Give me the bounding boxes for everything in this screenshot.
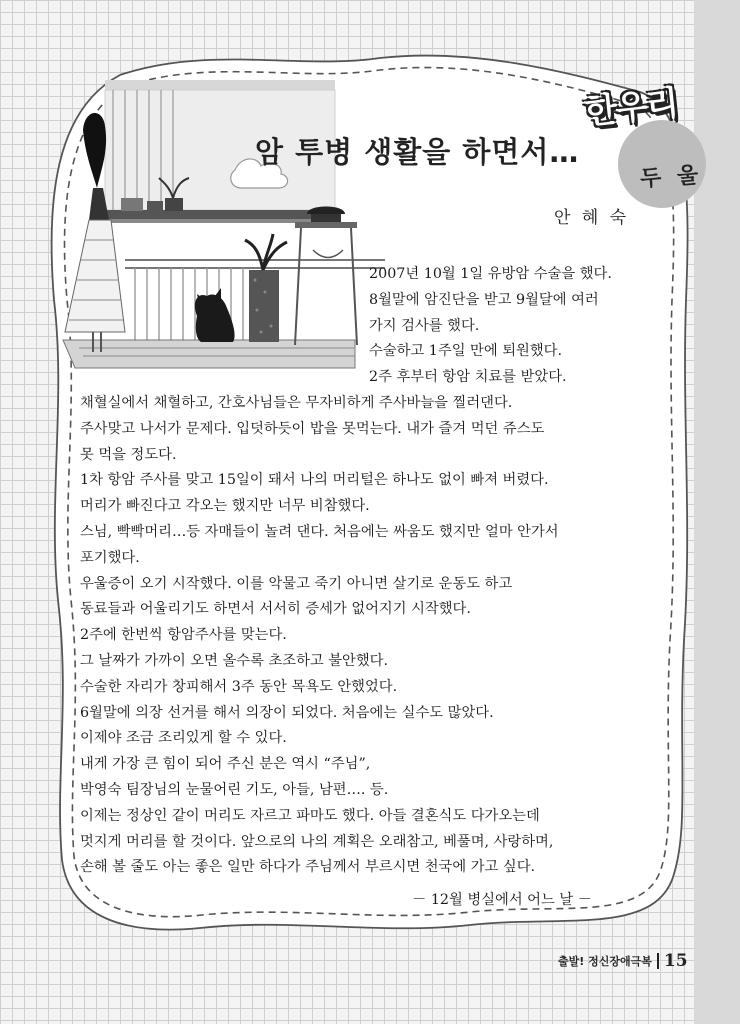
- body-line: 수술한 자리가 창피해서 3주 동안 목욕도 안했었다.: [80, 678, 398, 695]
- body-line: 8월말에 암진단을 받고 9월달에 여러: [369, 291, 599, 308]
- footer-divider: [657, 953, 659, 969]
- section-category-title: 한우리: [582, 83, 679, 133]
- body-line: 2주 후부터 항암 치료를 받았다.: [369, 369, 567, 386]
- body-line: 동료들과 어울리기도 하면서 서서히 증세가 없어지기 시작했다.: [80, 601, 471, 618]
- body-line: 손해 볼 줄도 아는 좋은 일만 하다가 주님께서 부르시면 천국에 가고 싶다.: [80, 859, 536, 876]
- body-line: 그 날짜가 가까이 오면 올수록 초조하고 불안했다.: [80, 652, 389, 669]
- body-line: 가지 검사를 했다.: [369, 317, 480, 334]
- page-number: 15: [663, 951, 688, 971]
- body-line: 우울증이 오기 시작했다. 이를 악물고 죽기 아니면 살기로 운동도 하고: [80, 575, 513, 592]
- body-line: 머리가 빠진다고 각오는 했지만 너무 비참했다.: [80, 498, 370, 515]
- body-line: 멋지게 머리를 할 것이다. 앞으로의 나의 계획은 오래참고, 베풀며, 사랑하며,: [80, 833, 554, 850]
- page-footer: [558, 951, 688, 971]
- body-line: 수술하고 1주일 만에 퇴원했다.: [369, 343, 563, 360]
- body-line: 스님, 빡빡머리…등 자매들이 놀려 댄다. 처음에는 싸움도 했지만 얼마 안가서: [80, 523, 559, 540]
- body-line: 이제야 조금 조리있게 할 수 있다.: [80, 730, 287, 747]
- article-signoff: － 12월 병실에서 어느 날 －: [412, 892, 592, 908]
- body-line: 2007년 10월 1일 유방암 수술을 했다.: [369, 266, 612, 282]
- body-line: 1차 항암 주사를 맞고 15일이 돼서 나의 머리털은 하나도 없이 빠져 버렸다.: [80, 472, 549, 489]
- body-line: 박영숙 팀장님의 눈물어린 기도, 아들, 남편…. 등.: [80, 781, 389, 798]
- magazine-name: 출발! 정신장애극복: [558, 955, 652, 968]
- body-line: 포기했다.: [80, 549, 140, 566]
- body-line: 6월말에 의장 선거를 해서 의장이 되었다. 처음에는 실수도 많았다.: [80, 704, 494, 721]
- article-title: 암 투병 생활을 하면서…: [255, 135, 580, 169]
- body-line: 채혈실에서 채혈하고, 간호사님들은 무자비하게 주사바늘을 찔러댄다.: [80, 394, 513, 411]
- article-body: [80, 262, 640, 881]
- body-line: 못 먹을 정도다.: [80, 446, 177, 463]
- article-author: 안 혜 숙: [554, 208, 630, 228]
- body-line: 이제는 정상인 같이 머리도 자르고 파마도 했다. 아들 결혼식도 다가오는데: [80, 807, 540, 824]
- body-line: 2주에 한번씩 항암주사를 맞는다.: [80, 627, 287, 644]
- body-line: 주사맞고 나서가 문제다. 입덧하듯이 밥을 못먹는다. 내가 즐겨 먹던 쥬스도: [80, 420, 545, 437]
- body-line: 내게 가장 큰 힘이 되어 주신 분은 역시 “주님”,: [80, 756, 371, 773]
- section-tab-label: 두 울: [639, 162, 704, 193]
